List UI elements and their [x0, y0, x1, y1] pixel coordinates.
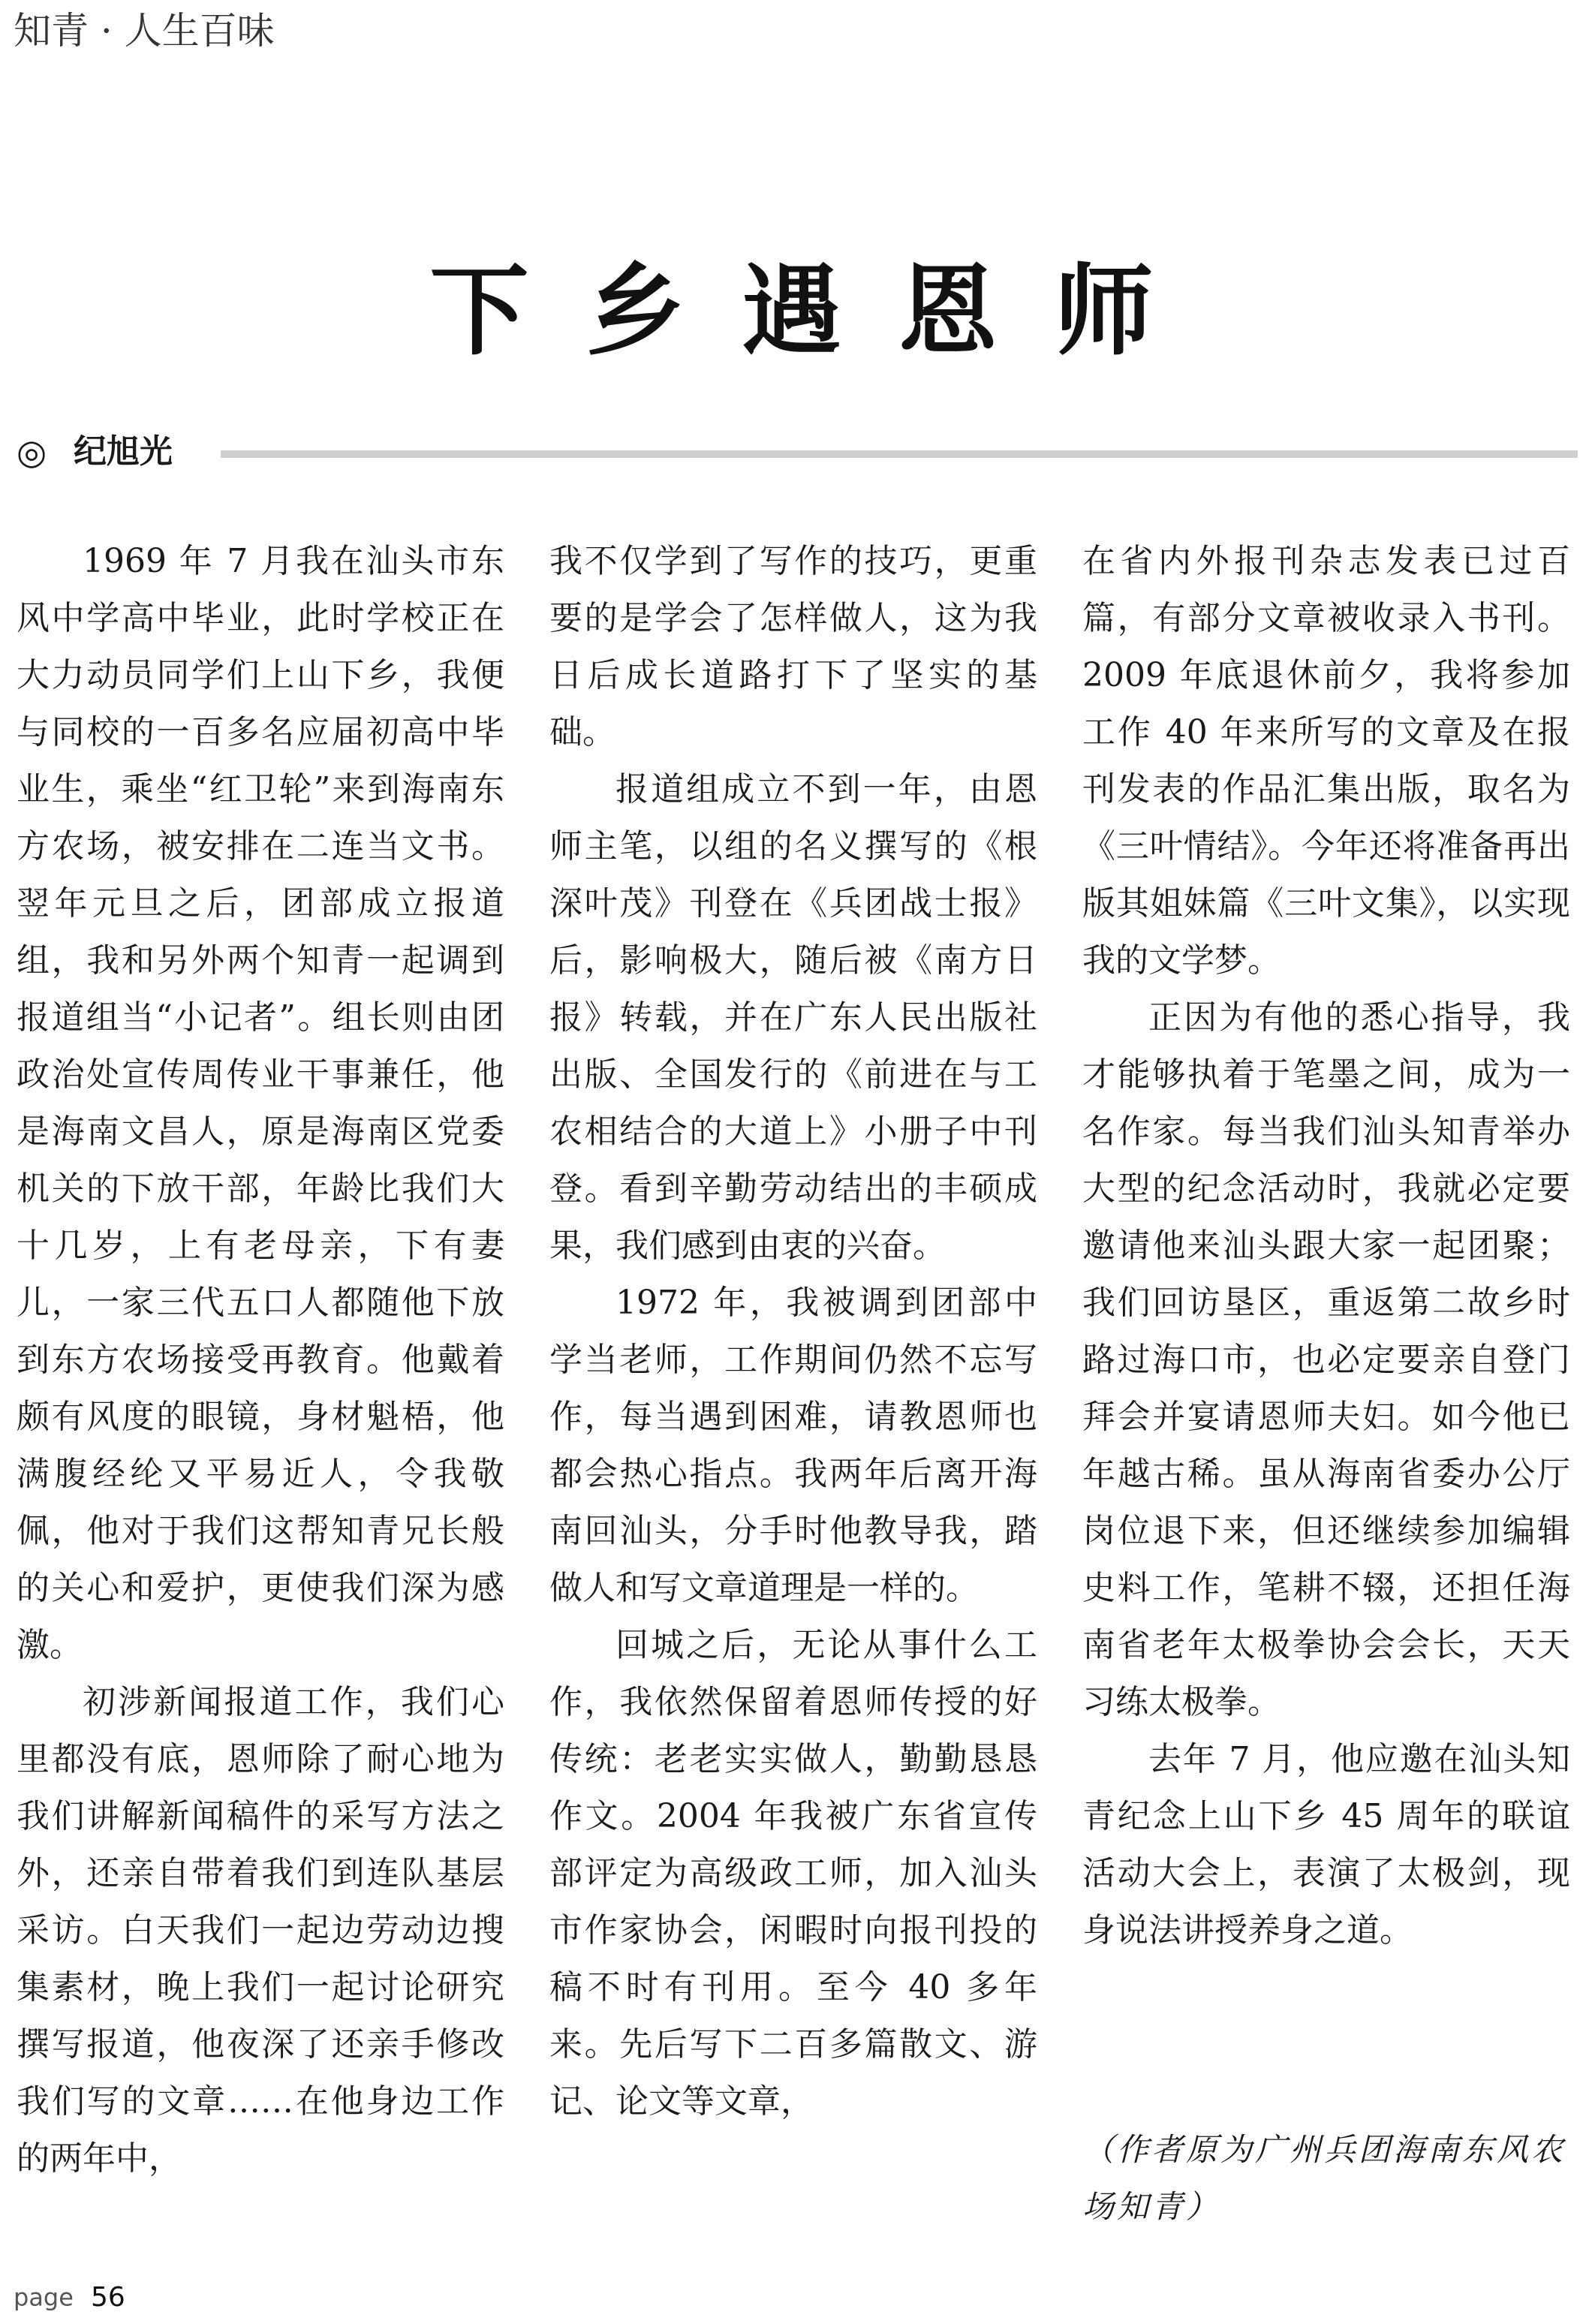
article-title: 下乡遇恩师: [429, 254, 1211, 369]
paragraph-continued: 我不仅学到了写作的技巧，更重要的是学会了怎样做人，这为我日后成长道路打下了坚实的基础。: [549, 542, 1037, 751]
author-row: [17, 429, 1563, 474]
paragraph: 正因为有他的悉心指导，我才能够执着于笔墨之间，成为一名作家。每当我们汕头知青举办大型的纪念活动时，我就必定要邀请他来汕头跟大家一起团聚；我们回访垦区，重返第二故乡时路过海口市，也必定要亲自登门拜会并宴请恩师夫妇。如今他已年越古稀。虽从海南省委办公厅岗位退下来，但还继续参加编辑史料工作，笔耕不辍，还担任海南省老年太极拳协会会长，天天习练太极拳。: [1082, 998, 1570, 1721]
page-footer: [14, 2282, 125, 2319]
paragraph: 去年 7 月，他应邀在汕头知青纪念上山下乡 45 周年的联谊活动大会上，表演了太极剑，现身说法讲授养身之道。: [1082, 1740, 1570, 1949]
section-header: 知青 · 人生百味: [14, 9, 275, 53]
paragraph: 1969 年 7 月我在汕头市东风中学高中毕业，此时学校正在大力动员同学们上山下乡，我便与同校的一百多名应届初高中毕业生，乘坐“红卫轮”来到海南东方农场，被安排在二连当文书。翌年元旦之后，团部成立报道组，我和另外两个知青一起调到报道组当“小记者”。组长则由团政治处宣传周传业干事兼任，他是海南文昌人，原是海南区党委机关的下放干部，年龄比我们大十几岁，上有老母亲，下有妻儿，一家三代五口人都随他下放到东方农场接受再教育。他戴着颇有风度的眼镜，身材魁梧，他满腹经纶又平易近人，令我敬佩，他对于我们这帮知青兄长般的关心和爱护，更使我们深为感激。: [17, 542, 504, 1664]
author-name: 纪旭光: [74, 432, 173, 471]
paragraph: 报道组成立不到一年，由恩师主笔，以组的名义撰写的《根深叶茂》刊登在《兵团战士报》后，影响极大，随后被《南方日报》转载，并在广东人民出版社出版、全国发行的《前进在与工农相结合的大道上》小册子中刊登。看到辛勤劳动结出的丰硕成果，我们感到由衷的兴奋。: [549, 770, 1037, 1265]
text-column-3: [1082, 533, 1570, 1959]
paragraph: 初涉新闻报道工作，我们心里都没有底，恩师除了耐心地为我们讲解新闻稿件的采写方法之外，还亲自带着我们到连队基层采访。白天我们一起边劳动边搜集素材，晚上我们一起讨论研究撰写报道，他夜深了还亲手修改我们写的文章……在他身边工作的两年中，: [17, 1683, 504, 2178]
page-label: page: [14, 2283, 74, 2312]
paragraph-continued: 在省内外报刊杂志发表已过百篇，有部分文章被收录入书刊。2009 年底退休前夕，我将参加工作 40 年来所写的文章及在报刊发表的作品汇集出版，取名为《三叶情结》。今年还将准备再出版其姐妹篇《三叶文集》，以实现我的文学梦。: [1082, 542, 1570, 980]
author-divider: [221, 450, 1578, 458]
text-column-1: [17, 533, 504, 2187]
paragraph: 回城之后，无论从事什么工作，我依然保留着恩师传授的好传统：老老实实做人，勤勤恳恳作文。2004 年我被广东省宣传部评定为高级政工师，加入汕头市作家协会，闲暇时向报刊投的稿不时有刊用。至今 40 多年来。先后写下二百多篇散文、游记、论文等文章，: [549, 1626, 1037, 2121]
author-note: （作者原为广州兵团海南东风农场知青）: [1082, 2131, 1566, 2225]
paragraph: 1972 年，我被调到团部中学当老师，工作期间仍然不忘写作，每当遇到困难，请教恩师也都会热心指点。我两年后离开海南回汕头，分手时他教导我，踏做人和写文章道理是一样的。: [549, 1284, 1037, 1607]
author-mark-icon: ◎: [17, 432, 47, 472]
text-column-2: [549, 533, 1037, 2130]
page-number: 56: [91, 2282, 125, 2313]
